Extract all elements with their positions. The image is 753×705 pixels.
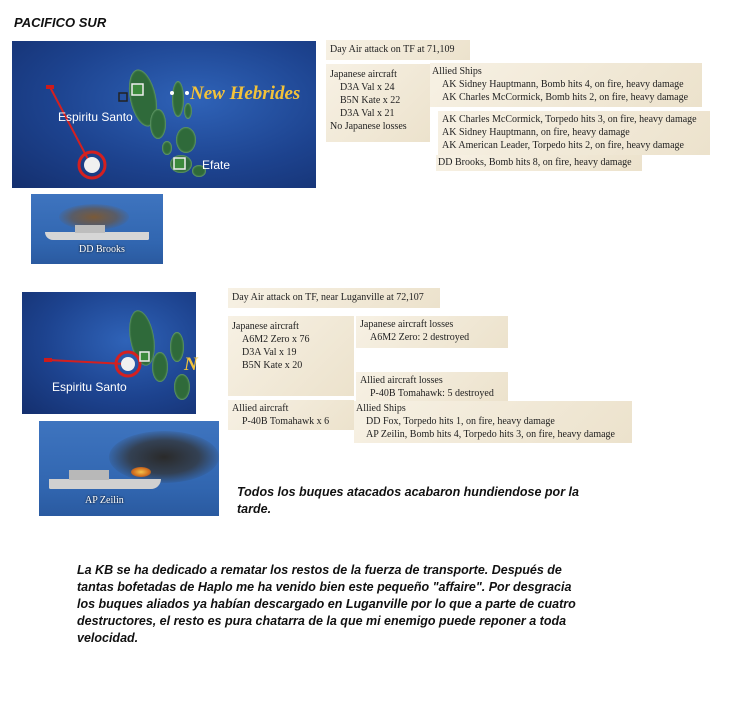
attack-line — [50, 87, 90, 163]
allied-ships-panel — [430, 63, 702, 107]
ship-hull — [49, 479, 161, 489]
section-label: Allied Ships — [356, 403, 406, 414]
base-icon — [119, 93, 127, 101]
ship-hull — [45, 232, 149, 240]
attack-line — [48, 360, 126, 364]
allied-ships-panel-2 — [438, 111, 710, 155]
allied-ships-panel — [354, 401, 632, 443]
ship-entry: AK Sidney Hauptmann, Bomb hits 4, on fire, heavy damage — [442, 79, 684, 90]
ship-entry: DD Brooks, Bomb hits 8, on fire, heavy damage — [438, 157, 632, 168]
map-luganville[interactable] — [22, 292, 196, 414]
japanese-aircraft-panel — [326, 64, 430, 142]
section-label: Japanese aircraft losses — [360, 319, 454, 330]
location-label: Efate — [202, 158, 231, 172]
smoke-plume — [109, 431, 219, 483]
dot-icon — [185, 91, 189, 95]
ship-superstructure — [69, 470, 109, 480]
location-label: Espiritu Santo — [58, 110, 133, 124]
dot-icon — [170, 91, 174, 95]
ship-label: DD Brooks — [79, 244, 125, 255]
map-new-hebrides[interactable] — [12, 41, 316, 188]
section-label: Allied Ships — [432, 66, 482, 77]
ship-entry: AK Charles McCormick, Torpedo hits 3, on fire, heavy damage — [442, 114, 697, 125]
airfield-icon — [140, 352, 149, 361]
task-force-icon — [84, 157, 100, 173]
ship-entry: AP Zeilin, Bomb hits 4, Torpedo hits 3, on fire, heavy damage — [366, 429, 615, 440]
airfield-icon — [132, 84, 143, 95]
combat-report-header — [326, 40, 470, 60]
losses-entry: P-40B Tomahawk: 5 destroyed — [370, 388, 494, 399]
location-label: Espiritu Santo — [52, 380, 127, 394]
aircraft-icon — [46, 85, 54, 89]
ship-image-dd-brooks — [31, 194, 163, 264]
combat-report-header — [228, 288, 440, 308]
section-label: Allied aircraft losses — [360, 375, 443, 386]
ship-entry: AK Charles McCormick, Bomb hits 2, on fire, heavy damage — [442, 92, 689, 103]
aircraft-entry: D3A Val x 21 — [340, 108, 395, 119]
section-label: Allied aircraft — [232, 403, 289, 414]
fire — [131, 467, 151, 477]
ship-superstructure — [75, 225, 105, 233]
ship-image-ap-zeilin — [39, 421, 219, 516]
section-label: Japanese aircraft — [330, 69, 397, 80]
aircraft-entry: B5N Kate x 22 — [340, 95, 401, 106]
note-ships-sunk: Todos los buques atacados acabaron hundiendose por la tarde. — [237, 485, 579, 516]
aircraft-entry: A6M2 Zero x 76 — [242, 334, 310, 345]
aircraft-entry: D3A Val x 24 — [340, 82, 395, 93]
section-label: Japanese aircraft — [232, 321, 299, 332]
aircraft-entry: B5N Kate x 20 — [242, 360, 303, 371]
region-label: New Hebrides — [190, 83, 301, 104]
page-title: PACIFICO SUR — [14, 15, 107, 30]
ship-entry: AK American Leader, Torpedo hits 2, on fire, heavy damage — [442, 140, 684, 151]
task-force-icon — [121, 357, 135, 371]
japanese-losses-panel — [356, 316, 508, 348]
note-commentary: La KB se ha dedicado a rematar los restos de la fuerza de transporte. Después de tantas bofetadas de Haplo me ha venido bien este pequeño "affaire". Por desgracia los buques aliados ya habían descargado en Luganville por lo que a parte de cuatro destructores, el resto es pura chatarra de la que mi enemigo puede reponer a toda velocidad. — [77, 563, 576, 645]
allied-aircraft-panel — [228, 400, 354, 430]
map-overlay — [22, 292, 196, 414]
edge-letter: N — [184, 354, 198, 375]
ship-entry: AK Sidney Hauptmann, on fire, heavy damage — [442, 127, 630, 138]
airfield-icon — [174, 158, 185, 169]
allied-ships-panel-3 — [436, 155, 642, 171]
aircraft-entry: D3A Val x 19 — [242, 347, 297, 358]
ship-label: AP Zeilin — [85, 495, 124, 506]
losses-entry: A6M2 Zero: 2 destroyed — [370, 332, 470, 343]
aircraft-icon — [44, 358, 52, 362]
report-header: Day Air attack on TF, near Luganville at 72,107 — [232, 292, 424, 303]
losses-entry: No Japanese losses — [330, 121, 407, 132]
allied-losses-panel — [356, 372, 508, 402]
report-header: Day Air attack on TF at 71,109 — [330, 44, 455, 55]
ship-entry: DD Fox, Torpedo hits 1, on fire, heavy damage — [366, 416, 555, 427]
japanese-aircraft-panel — [228, 316, 354, 396]
aircraft-entry: P-40B Tomahawk x 6 — [242, 416, 330, 427]
